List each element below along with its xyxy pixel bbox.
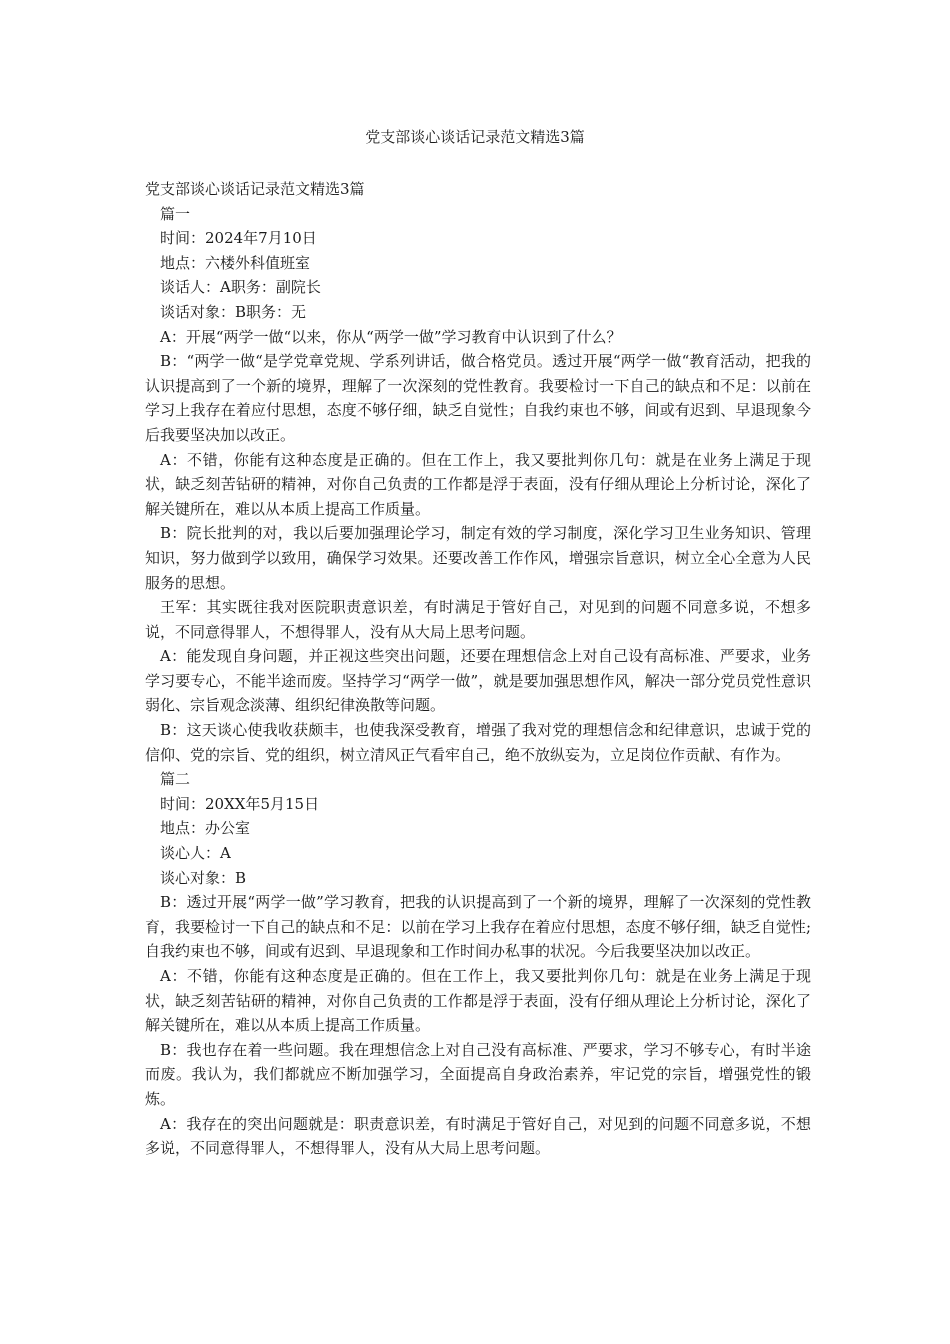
meta-subject: 谈心对象：B — [160, 868, 247, 887]
body-heading: 党支部谈心谈话记录范文精选3篇 — [145, 180, 365, 198]
document-title: 党支部谈心谈话记录范文精选3篇 — [365, 128, 585, 146]
dialogue-paragraph: A：能发现自身问题，并正视这些突出问题，还要在理想信念上对自己设有高标准、严要求，业务学习要专心，不能半途而废。坚持学习“两学一做”，就是要加强思想作风，解决一部分党员党性意识弱化、宗旨观念淡薄、组织纪律涣散等问题。 — [145, 647, 811, 715]
dialogue-paragraph: A：我存在的突出问题就是：职责意识差，有时满足于管好自己，对见到的问题不同意多说，不想多说，不同意得罪人，不想得罪人，没有从大局上思考问题。 — [145, 1114, 811, 1158]
dialogue-paragraph: B：我也存在着一些问题。我在理想信念上对自己没有高标准、严要求，学习不够专心，有时半途而废。我认为，我们都就应不断加强学习，全面提高自身政治素养，牢记党的宗旨，增强党性的锻炼。 — [145, 1040, 811, 1108]
dialogue-paragraph: B：院长批判的对，我以后要加强理论学习，制定有效的学习制度，深化学习卫生业务知识、管理知识，努力做到学以致用，确保学习效果。还要改善工作作风，增强宗旨意识，树立全心全意为人民服务的思想。 — [145, 524, 811, 592]
dialogue-paragraph: A：不错，你能有这种态度是正确的。但在工作上，我又要批判你几句：就是在业务上满足于现状，缺乏刻苦钻研的精神，对你自己负责的工作都是浮于表面，没有仔细从理论上分析讨论，深化了解关键所在，难以从本质上提高工作质量。 — [145, 450, 811, 518]
dialogue-paragraph: B：“两学一做“是学党章党规、学系列讲话，做合格党员。透过开展“两学一做“教育活动，把我的认识提高到了一个新的境界，理解了一次深刻的党性教育。我要检讨一下自己的缺点和不足：以前在学习上我存在着应付思想，态度不够仔细，缺乏自觉性；自我约束也不够，间或有迟到、早退现象今后我要坚决加以改正。 — [145, 352, 811, 444]
dialogue-paragraph: A：开展“两学一做“以来，你从“两学一做”学习教育中认识到了什么？ — [160, 327, 622, 346]
document-body — [145, 177, 811, 1161]
section-label-1: 篇一 — [160, 204, 191, 223]
meta-time: 时间：20XX年5月15日 — [160, 794, 320, 813]
section-label-2: 篇二 — [160, 770, 191, 789]
meta-speaker: 谈话人：A职务：副院长 — [160, 278, 321, 297]
meta-subject: 谈话对象：B职务：无 — [160, 302, 307, 321]
meta-speaker: 谈心人：A — [160, 844, 231, 863]
meta-location: 地点：办公室 — [160, 819, 251, 838]
meta-time: 时间：2024年7月10日 — [160, 229, 317, 248]
meta-location: 地点：六楼外科值班室 — [160, 253, 311, 272]
dialogue-paragraph: A：不错，你能有这种态度是正确的。但在工作上，我又要批判你几句：就是在业务上满足于现状，缺乏刻苦钻研的精神，对你自己负责的工作都是浮于表面，没有仔细从理论上分析讨论，深化了解关键所在，难以从本质上提高工作质量。 — [145, 967, 811, 1035]
dialogue-paragraph: 王军：其实既往我对医院职责意识差，有时满足于管好自己，对见到的问题不同意多说，不想多说，不同意得罪人，不想得罪人，没有从大局上思考问题。 — [145, 598, 811, 641]
dialogue-paragraph: B：透过开展“两学一做”学习教育，把我的认识提高到了一个新的境界，理解了一次深刻的党性教育，我要检讨一下自己的缺点和不足：以前在学习上我存在着应付思想，态度不够仔细，缺乏自觉性;自我约束也不够，间或有迟到、早退现象和工作时间办私事的状况。今后我要坚决加以改正。 — [145, 893, 811, 961]
dialogue-paragraph: B：这天谈心使我收获颇丰，也使我深受教育，增强了我对党的理想信念和纪律意识，忠诚于党的信仰、党的宗旨、党的组织，树立清风正气看牢自己，绝不放纵妄为，立足岗位作贡献、有作为。 — [145, 721, 811, 764]
